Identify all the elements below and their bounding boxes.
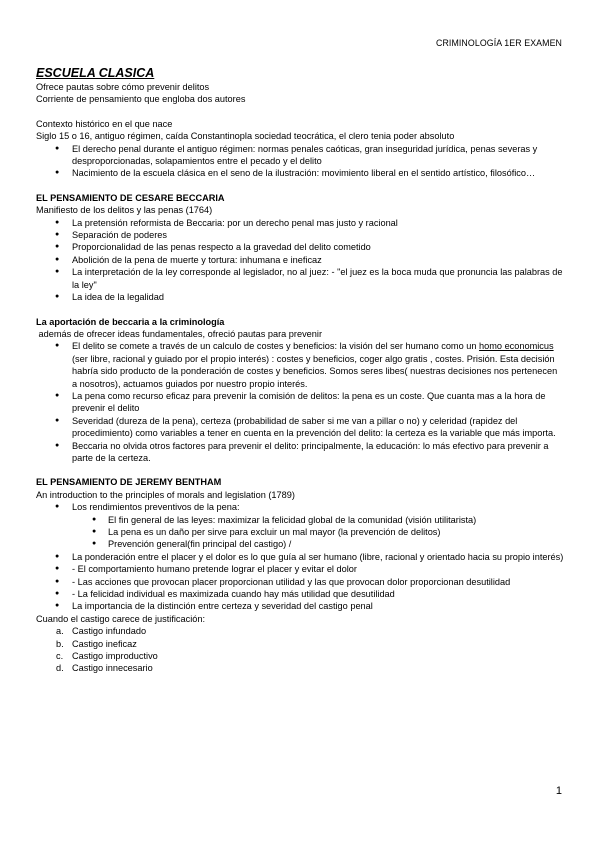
- list-item: ● La interpretación de la ley corresponde al legislador, no al juez: - "el juez es la boca muda que pronuncia las palabras de la ley": [36, 266, 564, 291]
- beccaria-list: [36, 217, 564, 304]
- list-item: c. Castigo improductivo: [56, 651, 158, 662]
- list-item: b. Castigo ineficaz: [56, 638, 137, 649]
- sub-list-item: ● El fin general de las leyes: maximizar la felicidad global de la comunidad (visión utilitarista): [36, 514, 564, 526]
- list-item: ● La importancia de la distinción entre certeza y severidad del castigo penal: [36, 600, 564, 612]
- beccaria-subtitle: Manifiesto de los delitos y las penas (1764): [36, 205, 213, 216]
- intro-line-2: Corriente de pensamiento que engloba dos autores: [36, 94, 246, 105]
- bentham-heading: EL PENSAMIENTO DE JEREMY BENTHAM: [36, 477, 222, 488]
- list-item: d. Castigo innecesario: [56, 663, 153, 674]
- list-item: ● Beccaria no olvida otros factores para prevenir el delito: principalmente, la educación: lo más efectivo para prevenir a parte de la certeza.: [36, 440, 564, 465]
- castigo-intro: Cuando el castigo carece de justificación:: [36, 613, 206, 624]
- bentham-list: [36, 501, 564, 613]
- aportacion-heading: La aportación de beccaria a la criminología: [36, 316, 225, 327]
- list-item: ● - La felicidad individual es maximizada cuando hay más utilidad que desutilidad: [36, 588, 564, 600]
- list-item: ● El derecho penal durante el antiguo régimen: normas penales caóticas, gran inseguridad jurídica, penas severas y desproporcionadas, solapamientos entre el pecado y el delito: [36, 143, 564, 168]
- list-item: ● Proporcionalidad de las penas respecto a la gravedad del delito cometido: [36, 241, 564, 253]
- list-item: ● La idea de la legalidad: [36, 291, 564, 303]
- list-item: ● La pena como recurso eficaz para prevenir la comisión de delitos: la pena es un coste. Que cuanta mas a la hora de prevenir el delito: [36, 390, 564, 415]
- list-item: ● La ponderación entre el placer y el dolor es lo que guía al ser humano (libre, racional y orientado hacia su propio interés): [36, 551, 564, 563]
- sub-list-item: ● La pena es un daño per sirve para excluir un mal mayor (la prevención de delitos): [36, 526, 564, 538]
- page-content: [36, 66, 564, 675]
- aportacion-subtitle: además de ofrecer ideas fundamentales, ofreció pautas para prevenir: [36, 328, 323, 339]
- intro-line-1: Ofrece pautas sobre cómo prevenir delitos: [36, 82, 210, 92]
- list-item: ● - El comportamiento humano pretende lograr el placer y evitar el dolor: [36, 563, 564, 575]
- sub-list-item: ● Prevención general(fin principal del castigo) /: [36, 538, 564, 550]
- context-line: Siglo 15 o 16, antiguo régimen, caída Constantinopla sociedad teocrática, el clero tenia poder absoluto: [36, 131, 455, 142]
- running-header: CRIMINOLOGÍA 1ER EXAMEN: [436, 38, 562, 48]
- list-item: ● Los rendimientos preventivos de la pena:: [36, 501, 564, 513]
- list-item: ● La pretensión reformista de Beccaria: por un derecho penal mas justo y racional: [36, 217, 564, 229]
- page-number: 1: [555, 785, 562, 797]
- list-item: ● El delito se comete a través de un calculo de costes y beneficios: la visión del ser humano como un homo economicus (ser libre, racional y guiado por el propio interés) : costes y beneficios, coger algo gratis , costes. Prisión. Esta decisión habría sido producto de la ponderación de costes y beneficios. Somos seres libes( nuestras decisiones nos pertenecen a nosotros), actuamos guiados por nuestro propio interés.: [36, 340, 564, 390]
- list-item: ● Separación de poderes: [36, 229, 564, 241]
- castigo-list: [36, 625, 564, 675]
- list-item: ● Abolición de la pena de muerte y tortura: inhumana e ineficaz: [36, 254, 564, 266]
- context-heading: Contexto histórico en el que nace: [36, 118, 173, 129]
- beccaria-heading: EL PENSAMIENTO DE CESARE BECCARIA: [36, 192, 225, 203]
- page-title: ESCUELA CLASICA: [36, 66, 155, 80]
- list-item: ● - Las acciones que provocan placer proporcionan utilidad y las que provocan dolor proporcionan desutilidad: [36, 576, 564, 588]
- bentham-subtitle: An introduction to the principles of morals and legislation (1789): [36, 489, 295, 500]
- context-list: [36, 143, 564, 180]
- list-item: a. Castigo infundado: [56, 626, 147, 637]
- list-item: ● Severidad (dureza de la pena), certeza (probabilidad de saber si me van a pillar o no) y celeridad (rapidez del procedimiento) como variables a tener en cuenta en la prevención del delito: la certeza es la variable que más importa.: [36, 415, 564, 440]
- list-item: ● Nacimiento de la escuela clásica en el seno de la ilustración: movimiento liberal en el sentido artístico, filosófico…: [36, 167, 564, 179]
- aportacion-list: [36, 340, 564, 464]
- homo-economicus-term: homo economicus: [479, 341, 554, 352]
